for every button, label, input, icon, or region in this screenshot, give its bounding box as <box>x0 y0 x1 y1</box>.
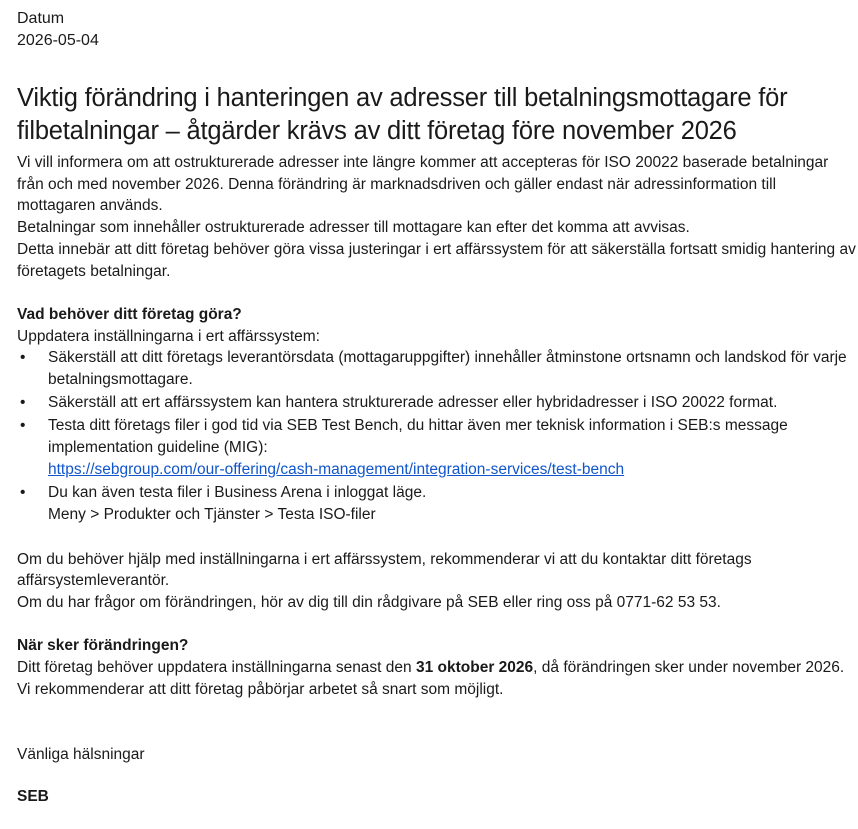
bullet-icon: • <box>20 484 26 502</box>
bullet-icon: • <box>20 417 26 435</box>
deadline-date: 31 oktober 2026 <box>415 659 534 677</box>
when-paragraph <box>17 657 857 700</box>
list-item <box>17 347 857 390</box>
help-paragraph-1: Om du behöver hjälp med inställningarna i ert affärssystem, rekommenderar vi att du kontaktar ditt företags affärsystemleverantör. <box>17 550 752 590</box>
list-item-text: Säkerställ att ert affärssystem kan hantera strukturerade adresser eller hybridadresser i ISO 20022 format. <box>48 394 778 412</box>
when-text-before: Ditt företag behöver uppdatera inställningarna senast den <box>17 659 416 677</box>
intro-paragraph-2: Betalningar som innehåller ostrukturerade adresser till mottagare kan efter det komma att avvisas. <box>17 219 690 237</box>
todo-lead: Uppdatera inställningarna i ert affärssystem: <box>17 327 320 345</box>
sender-name: SEB <box>17 788 49 806</box>
date-value: 2026-05-04 <box>17 32 99 49</box>
section-heading-when: När sker förändringen? <box>17 637 189 655</box>
bullet-icon: • <box>20 394 26 412</box>
list-item-text: Säkerställ att ditt företags leverantörsdata (mottagaruppgifter) innehåller åtminstone ortsnamn och landskod för varje betalningsmottagare. <box>48 349 847 389</box>
spacer <box>17 614 857 636</box>
list-item <box>17 392 857 414</box>
list-item <box>17 415 857 480</box>
when-text-after: , då förändringen sker under november 2026. Vi rekommenderar att ditt företag påbörjar arbetet så snart som möjligt. <box>17 659 845 698</box>
list-item-text: Du kan även testa filer i Business Arena i inloggat läge. <box>48 484 427 502</box>
list-item-text: Testa ditt företags filer i god tid via SEB Test Bench, du hittar även mer teknisk information i SEB:s message implementation guideline (MIG): <box>48 417 788 457</box>
closing-greeting: Vänliga hälsningar <box>17 745 145 763</box>
todo-list <box>17 347 857 525</box>
bullet-icon: • <box>20 349 26 367</box>
spacer <box>17 527 857 549</box>
list-item <box>17 482 857 525</box>
help-paragraph-2: Om du har frågor om förändringen, hör av dig till din rådgivare på SEB eller ring oss på 0771-62 53 53. <box>17 594 721 612</box>
date-label: Datum <box>17 10 65 27</box>
menu-path: Meny > Produkter och Tjänster > Testa ISO-filer <box>48 505 376 523</box>
test-bench-link[interactable]: https://sebgroup.com/our-offering/cash-management/integration-services/test-bench <box>48 460 625 478</box>
letter-headline: Viktig förändring i hanteringen av adresser till betalningsmottagare för filbetalningar – åtgärder krävs av ditt företag före november 2026 <box>17 84 788 145</box>
spacer <box>17 282 857 304</box>
intro-paragraph-1: Vi vill informera om att ostrukturerade adresser inte längre kommer att accepteras för ISO 20022 baserade betalningar från och med november 2026. Denna förändring är marknadsdriven och gäller endast när adressinformation till mottagaren används. <box>17 154 829 215</box>
intro-paragraph-3: Detta innebär att ditt företag behöver göra vissa justeringar i ert affärssystem för att säkerställa fortsatt smidig hantering av företagets betalningar. <box>17 240 856 280</box>
date-block <box>17 8 857 52</box>
section-heading-todo: Vad behöver ditt företag göra? <box>17 305 242 323</box>
letter <box>17 8 857 808</box>
